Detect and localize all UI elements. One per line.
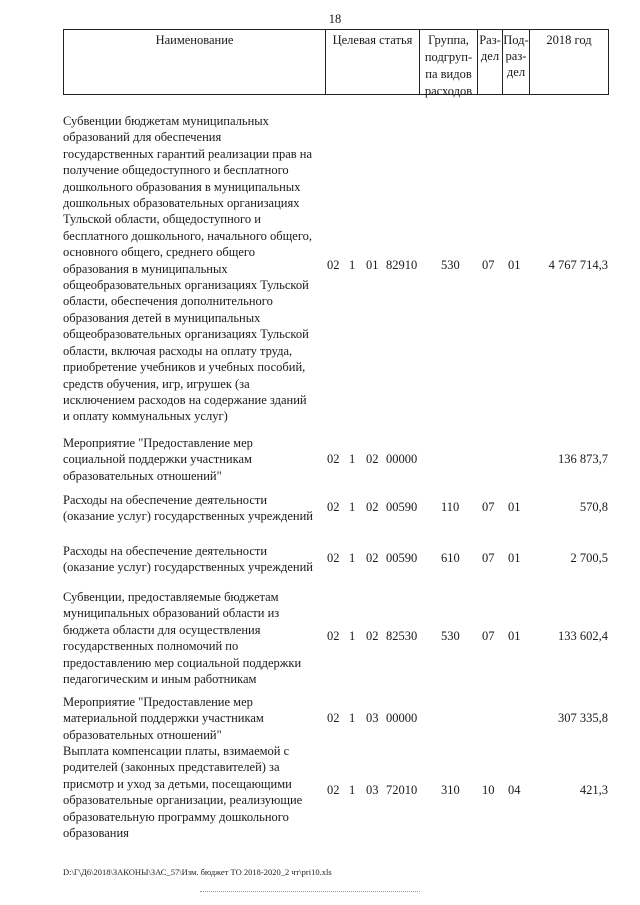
row-group: 310 [441, 783, 460, 797]
row-program: 02 [327, 500, 340, 514]
row-program: 02 [327, 452, 340, 466]
row-section: 07 [482, 500, 495, 514]
row-program: 02 [327, 551, 340, 565]
row-direction: 00000 [386, 452, 418, 466]
scan-artifact [200, 891, 420, 894]
row-subprogram: 1 [349, 711, 356, 725]
header-target-article: Целевая статья [325, 29, 419, 95]
row-direction: 82910 [386, 258, 418, 272]
row-section: 07 [482, 629, 495, 643]
row-group: 110 [441, 500, 460, 514]
row-group: 530 [441, 629, 460, 643]
row-amount: 307 335,8 [558, 711, 608, 725]
row-name: Расходы на обеспечение деятельности (оказание услуг) государственных учреждений [63, 493, 313, 524]
row-direction: 00000 [386, 711, 418, 725]
row-name: Расходы на обеспечение деятельности (оказание услуг) государственных учреждений [63, 544, 313, 575]
row-subprogram: 1 [349, 258, 356, 272]
header-year: 2018 год [529, 29, 609, 95]
row-main-activity: 03 [366, 711, 379, 725]
row-amount: 2 700,5 [570, 551, 608, 565]
row-subprogram: 1 [349, 500, 356, 514]
row-group: 610 [441, 551, 460, 565]
row-main-activity: 02 [366, 500, 379, 514]
page-number: 18 [328, 12, 342, 26]
row-subsection: 01 [508, 629, 521, 643]
row-name: Субвенции, предоставляемые бюджетам муниципальных образований области из бюджета области для осуществления государственных полномочий по предоставлению мер социальной поддержки педагогическим и иным работникам [63, 590, 302, 687]
row-amount: 570,8 [579, 500, 608, 514]
row-subprogram: 1 [349, 783, 356, 797]
row-subprogram: 1 [349, 551, 356, 565]
row-main-activity: 03 [366, 783, 379, 797]
row-subsection: 01 [508, 500, 521, 514]
file-path-footer: D:\Г\Д6\2018\ЗАКОНЫ\ЗАС_57\Изм. бюджет ТО 2018-2020_2 чт\pri10.xls [63, 867, 332, 877]
row-main-activity: 02 [366, 629, 379, 643]
row-subsection: 01 [508, 258, 521, 272]
row-direction: 00590 [386, 500, 418, 514]
row-section: 07 [482, 551, 495, 565]
row-direction: 00590 [386, 551, 418, 565]
header-section: Раз- дел [477, 29, 502, 95]
row-amount: 133 602,4 [558, 629, 608, 643]
row-subsection: 04 [508, 783, 521, 797]
row-direction: 82530 [386, 629, 418, 643]
row-name: Мероприятие "Предоставление мер социальной поддержки участникам образовательных отношений" [63, 436, 253, 483]
row-name: Мероприятие "Предоставление мер материальной поддержки участникам образовательных отношений" [63, 695, 264, 742]
row-section: 07 [482, 258, 495, 272]
row-name: Выплата компенсации платы, взимаемой с родителей (законных представителей) за присмотр и уход за детьми, посещающими образовательные организации, реализующие образовательную программу дошкольного образования [63, 744, 303, 841]
row-program: 02 [327, 629, 340, 643]
row-name: Субвенции бюджетам муниципальных образований для обеспечения государственных гарантий реализации прав на получение общедоступного и бесплатного дошкольного образования в муниципальных дошкольных образовательных организациях Тульской области, общедоступного и бесплатного дошкольного, начального общего, основного общего, среднего общего образования в муниципальных общеобразовательных организациях Тульской области, обеспечения дополнительного образования детей в муниципальных общеобразовательных организациях Тульской области, включая расходы на оплату труда, приобретение учебников и учебных пособий, средств обучения, игр, игрушек (за исключением расходов на содержание зданий и оплату коммунальных услуг) [63, 114, 313, 424]
row-amount: 136 873,7 [558, 452, 608, 466]
row-amount: 4 767 714,3 [548, 258, 608, 272]
row-section: 10 [482, 783, 495, 797]
header-subsection: Под- раз- дел [502, 29, 529, 95]
header-expense-group: Группа, подгруп- па видов расходов [419, 29, 477, 95]
row-subprogram: 1 [349, 629, 356, 643]
row-main-activity: 01 [366, 258, 379, 272]
row-main-activity: 02 [366, 452, 379, 466]
row-program: 02 [327, 783, 340, 797]
row-group: 530 [441, 258, 460, 272]
row-program: 02 [327, 258, 340, 272]
row-subsection: 01 [508, 551, 521, 565]
header-name: Наименование [63, 29, 325, 95]
row-main-activity: 02 [366, 551, 379, 565]
row-program: 02 [327, 711, 340, 725]
row-amount: 421,3 [579, 783, 608, 797]
row-subprogram: 1 [349, 452, 356, 466]
row-direction: 72010 [386, 783, 418, 797]
